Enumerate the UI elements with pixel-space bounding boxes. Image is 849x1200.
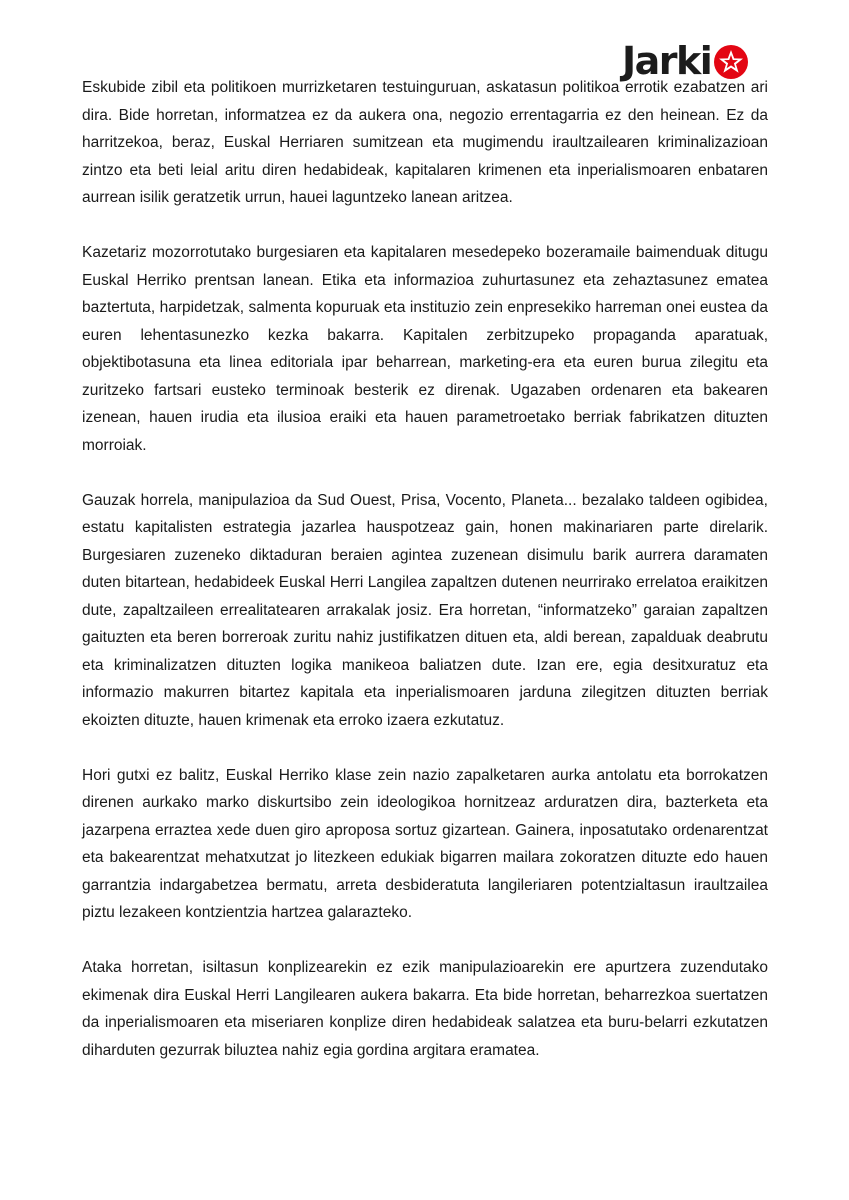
logo-wordmark: Jarki bbox=[622, 39, 712, 83]
paragraph-1: Eskubide zibil eta politikoen murrizketaren testuinguruan, askatasun politikoa errotik ezabatzen ari dira. Bide horretan, informatzea ez da aukera ona, negozio errentagarria ez den heinean. Ez da harritzekoa, beraz, Euskal Herriaren sumitzean eta mugimendu iraultzailearen kriminalizazioan zintzo eta beti leial aritu diren hedabideak, kapitalaren krimenen eta inperialismoaren enbataren aurrean isilik geratzetik urrun, hauei laguntzeko lanean aritzea. bbox=[82, 79, 768, 206]
paragraph-4: Hori gutxi ez balitz, Euskal Herriko klase zein nazio zapalketaren aurka antolatu eta borrokatzen direnen aurkako marko diskurtsibo zein ideologikoa hornitzeaz arduratzen dira, bazterketa eta jazarpena erraztea xede duen giro aproposa sortuz gizartean. Gainera, inposatutako ordenarentzat eta bakearentzat mehatxutzat jo litezkeen edukiak bigarren mailara zokoratzen dituzte edo hauen garrantzia indargabetzea bermatu, arreta desbideratuta langileriaren potentzialtasun iraultzailea piztu lezakeen kontzientzia hartzea galarazteko. bbox=[82, 766, 768, 921]
paragraph-5: Ataka horretan, isiltasun konplizearekin ez ezik manipulazioarekin ere apurtzera zuzendutako ekimenak dira Euskal Herri Langilearen aukera bakarra. Eta bide horretan, beharrezkoa suertatzen da inperialismoaren eta miseriaren konplize diren hedabideak salatzea eta buru-belarri ezkutatzen diharduten gezurrak biluztea nahiz egia gordina argitara eramatea. bbox=[82, 959, 768, 1059]
paragraph-2: Kazetariz mozorrotutako burgesiaren eta kapitalaren mesedepeko bozeramaile baimenduak ditugu Euskal Herriko prentsan lanean. Etika eta informazioa zuhurtasunez eta zehaztasunez ematea baztertuta, harpidetzak, salmenta kopuruak eta instituzio zein enpresekiko harreman onei eustea da euren lehentasunezko kezka bakarra. Kapitalen zerbitzupeko propaganda aparatuak, objektibotasuna eta linea editoriala ipar beharrean, marketing-era eta euren burua zilegitu eta zuritzeko fartsari eusteko terminoak besterik ez direnak. Ugazaben ordenaren eta bakearen izenean, hauen irudia eta ilusioa eraiki eta hauen parametroetako berriak fabrikatzen dituzten morroiak. bbox=[82, 244, 768, 454]
paragraph-3: Gauzak horrela, manipulazioa da Sud Ouest, Prisa, Vocento, Planeta... bezalako taldeen ogibidea, estatu kapitalisten estrategia jazarlea hauspotzeaz gain, honen makinariaren parte direlarik. Burgesiaren zuzeneko diktaduran beraien agintea zuzenean disimulu barik aurrera daramaten duten bitartean, hedabideek Euskal Herri Langilea zapaltzen dutenen neurrirako errelatoa eraikitzen dute, zapaltzaileen errealitatearen arrakalak josiz. Era horretan, “informatzeko” garaian zapaltzen gaituzten eta beren borreroak zuritu nahiz justifikatzen dituen eta, aldi berean, zapalduak deabrutu eta kriminalizatzen dituzten logika manikeoa baliatzen dute. Izan ere, egia desitxuratuz eta informazio makurren bitartez kapitala eta inperialismoaren jarduna zilegitzen dituzten berriak ekoizten dituzte, hauen krimenak eta erroko izaera ezkutatuz. bbox=[82, 491, 768, 729]
document-body bbox=[82, 74, 768, 1064]
